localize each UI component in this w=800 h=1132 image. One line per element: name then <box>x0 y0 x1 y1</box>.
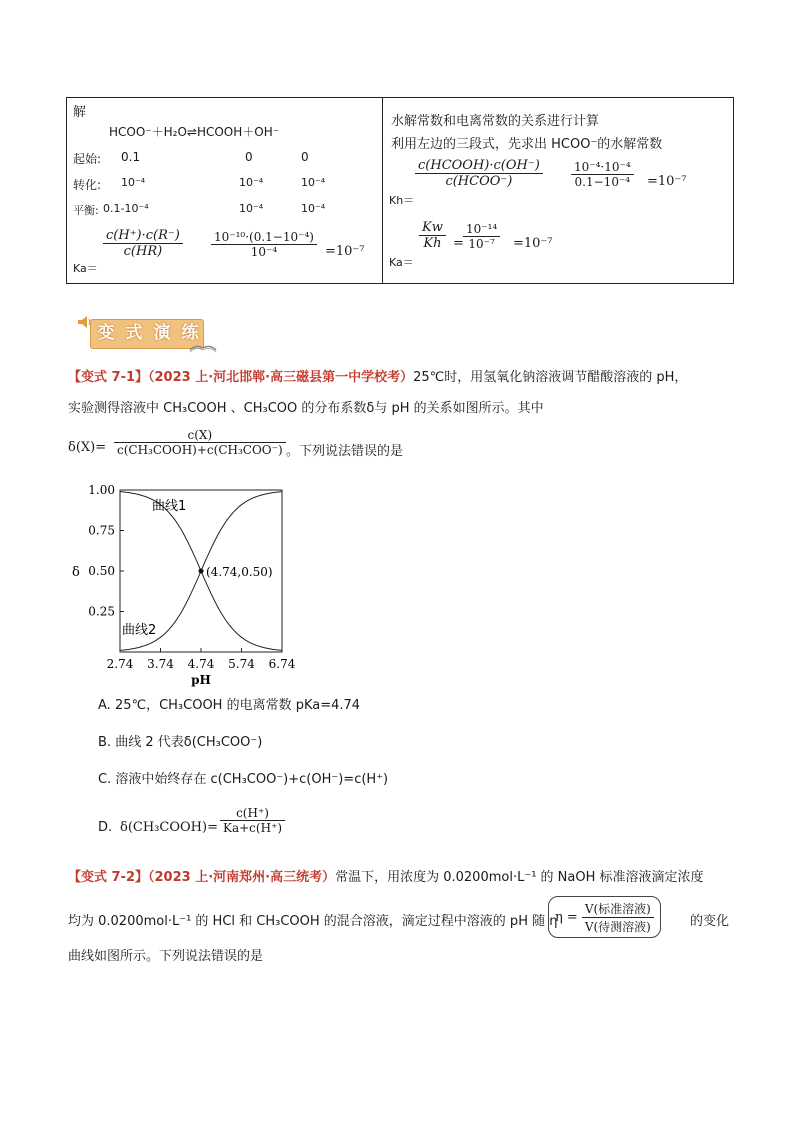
kh-label: Kh＝ <box>389 194 415 207</box>
x-axis-label: pH <box>191 673 211 687</box>
option-d-lhs: δ(CH₃COOH)= <box>120 820 218 835</box>
q1-line-1 <box>68 366 738 385</box>
banner-char-1: 变 <box>97 323 115 343</box>
banner-char-4: 练 <box>181 323 199 343</box>
x-tick-label: 5.74 <box>228 657 255 671</box>
ka-from-kw-formula <box>389 216 729 276</box>
kh-numerator: c(HCOOH)·c(OH⁻) <box>418 158 540 173</box>
q2-line-1 <box>68 866 738 885</box>
row-eq-c3: 10⁻⁴ <box>301 202 326 215</box>
q2-line-2 <box>68 896 748 940</box>
ka-value-denominator: 10⁻⁴ <box>250 245 278 259</box>
ka-right-label: Ka＝ <box>389 256 414 269</box>
q1-tag: 【变式 7-1】 <box>68 370 149 385</box>
option-d-numerator: c(H⁺) <box>236 806 269 820</box>
curve-1-label: 曲线1 <box>152 499 187 514</box>
ka-value-numerator: 10⁻¹⁰·(0.1−10⁻⁴) <box>214 230 314 244</box>
q1-definition <box>68 426 568 466</box>
kh-value <box>571 160 634 189</box>
kw-over-kh <box>419 220 446 251</box>
curve-2-label: 曲线2 <box>122 623 157 638</box>
x-tick-label: 2.74 <box>106 657 134 671</box>
option-d-denominator: Ka+c(H⁺) <box>223 821 283 835</box>
ka-formula-left <box>73 226 373 282</box>
right-line-2: 利用左边的三段式，先求出 HCOO⁻的水解常数 <box>391 137 663 152</box>
row-change-label: 转化: <box>73 178 102 192</box>
hydrolysis-equation: HCOO⁻＋H₂O⇌HCOOH＋OH⁻ <box>109 125 280 139</box>
q2-line2-post: 的变化 <box>690 914 730 929</box>
ka-result: =10⁻⁷ <box>325 244 365 259</box>
row-initial-c2: 0 <box>245 150 253 164</box>
distribution-chart <box>70 478 310 700</box>
y-tick-label: 1.00 <box>88 483 115 497</box>
option-a-key: A. <box>98 698 111 713</box>
row-initial-c3: 0 <box>301 150 309 164</box>
row-change-c1: 10⁻⁴ <box>121 176 146 189</box>
ka-denominator: c(HR) <box>123 244 163 259</box>
row-initial-c1: 0.1 <box>121 150 141 164</box>
x-tick-label: 4.74 <box>187 657 215 671</box>
option-c-text: 溶液中始终存在 c(CH₃COO⁻)+c(OH⁻)=c(H⁺) <box>115 772 389 787</box>
eta-lhs: η = <box>555 909 578 925</box>
q2-line2-pre: 均为 0.0200mol·L⁻¹ 的 HCl 和 CH₃COOH 的混合溶液，滴定过程中溶液的 pH 随 η <box>68 914 558 929</box>
book-icon <box>188 338 218 354</box>
eta-fraction <box>582 900 654 935</box>
eta-definition <box>548 896 661 938</box>
q2-source: （2023 上·河南郑州·高三统考） <box>148 870 336 885</box>
row-change-c2: 10⁻⁴ <box>239 176 264 189</box>
option-d-fraction <box>220 806 285 835</box>
ka-label: Ka＝ <box>73 262 98 275</box>
option-b-key: B. <box>98 735 112 750</box>
kh-expression <box>415 158 543 189</box>
q1-line-2: 实验测得溶液中 CH₃COOH 、CH₃COO 的分布系数δ与 pH 的关系如图所示。其中 <box>68 401 544 416</box>
x-tick-label: 3.74 <box>147 657 174 671</box>
y-tick-label: 0.25 <box>88 604 115 619</box>
y-axis-label: δ <box>72 565 80 580</box>
solution-header: 解 <box>73 105 87 120</box>
q1-source: （2023 上·河北邯郸·高三磁县第一中学校考） <box>148 370 414 385</box>
q1-line1-rest: 25℃时，用氢氧化钠溶液调节醋酸溶液的 pH， <box>413 370 688 385</box>
kw-numerator: Kw <box>422 220 443 235</box>
eta-numerator: V(标准溶液) <box>584 901 651 916</box>
kh-result: =10⁻⁷ <box>647 174 687 189</box>
practice-banner <box>76 312 216 352</box>
delta-denominator: c(CH₃COOH)+c(CH₃COO⁻) <box>117 443 283 457</box>
ka-right-value <box>463 222 500 251</box>
y-tick-label: 0.50 <box>88 564 115 578</box>
option-c-key: C. <box>98 772 112 787</box>
q1-prompt: 。下列说法错误的是 <box>286 444 404 459</box>
ka-right-value-numerator: 10⁻¹⁴ <box>466 222 498 236</box>
delta-fraction <box>114 428 286 457</box>
option-a-text: 25℃，CH₃COOH 的电离常数 pKa=4.74 <box>114 698 361 713</box>
ka-value <box>211 230 317 259</box>
ka-right-result: =10⁻⁷ <box>513 236 553 251</box>
delta-numerator: c(X) <box>187 428 213 442</box>
y-tick-label: 0.75 <box>88 523 115 538</box>
option-b-text: 曲线 2 代表δ(CH₃COO⁻) <box>115 735 263 750</box>
banner-char-3: 演 <box>153 323 171 343</box>
option-b[interactable] <box>98 731 262 750</box>
x-tick-label: 6.74 <box>268 657 296 671</box>
row-change-c3: 10⁻⁴ <box>301 176 326 189</box>
intersection-point <box>199 569 204 574</box>
option-a[interactable] <box>98 694 360 713</box>
row-eq-c1: 0.1-10⁻⁴ <box>103 202 149 215</box>
q2-line-3: 曲线如图所示。下列说法错误的是 <box>68 949 264 964</box>
ka-numerator: c(H⁺)·c(R⁻) <box>106 228 180 243</box>
kh-denominator-2: Kh <box>423 236 442 251</box>
option-c[interactable] <box>98 768 388 787</box>
equals-sign: = <box>453 236 464 251</box>
solution-table <box>66 97 734 284</box>
row-eq-c2: 10⁻⁴ <box>239 202 264 215</box>
option-d[interactable] <box>98 806 438 850</box>
table-divider <box>382 98 383 283</box>
kh-value-denominator: 0.1−10⁻⁴ <box>574 175 631 189</box>
option-d-key: D. <box>98 820 113 835</box>
kh-formula <box>389 156 729 212</box>
banner-char-2: 式 <box>125 323 143 343</box>
q2-tag: 【变式 7-2】 <box>68 870 149 885</box>
kh-denominator: c(HCOO⁻) <box>445 174 513 189</box>
row-eq-label: 平衡: <box>73 204 99 217</box>
eta-denominator: V(待测溶液) <box>584 919 651 934</box>
right-line-1: 水解常数和电离常数的关系进行计算 <box>391 114 600 129</box>
kh-value-numerator: 10⁻⁴·10⁻⁴ <box>574 160 631 174</box>
ka-expression <box>103 228 183 259</box>
q2-line1-rest: 常温下，用浓度为 0.0200mol·L⁻¹ 的 NaOH 标准溶液滴定浓度 <box>335 870 704 885</box>
intersection-label: (4.74,0.50) <box>206 565 273 579</box>
row-initial-label: 起始: <box>73 152 102 166</box>
ka-right-value-denominator: 10⁻⁷ <box>468 237 495 251</box>
delta-lhs: δ(X)= <box>68 440 107 455</box>
